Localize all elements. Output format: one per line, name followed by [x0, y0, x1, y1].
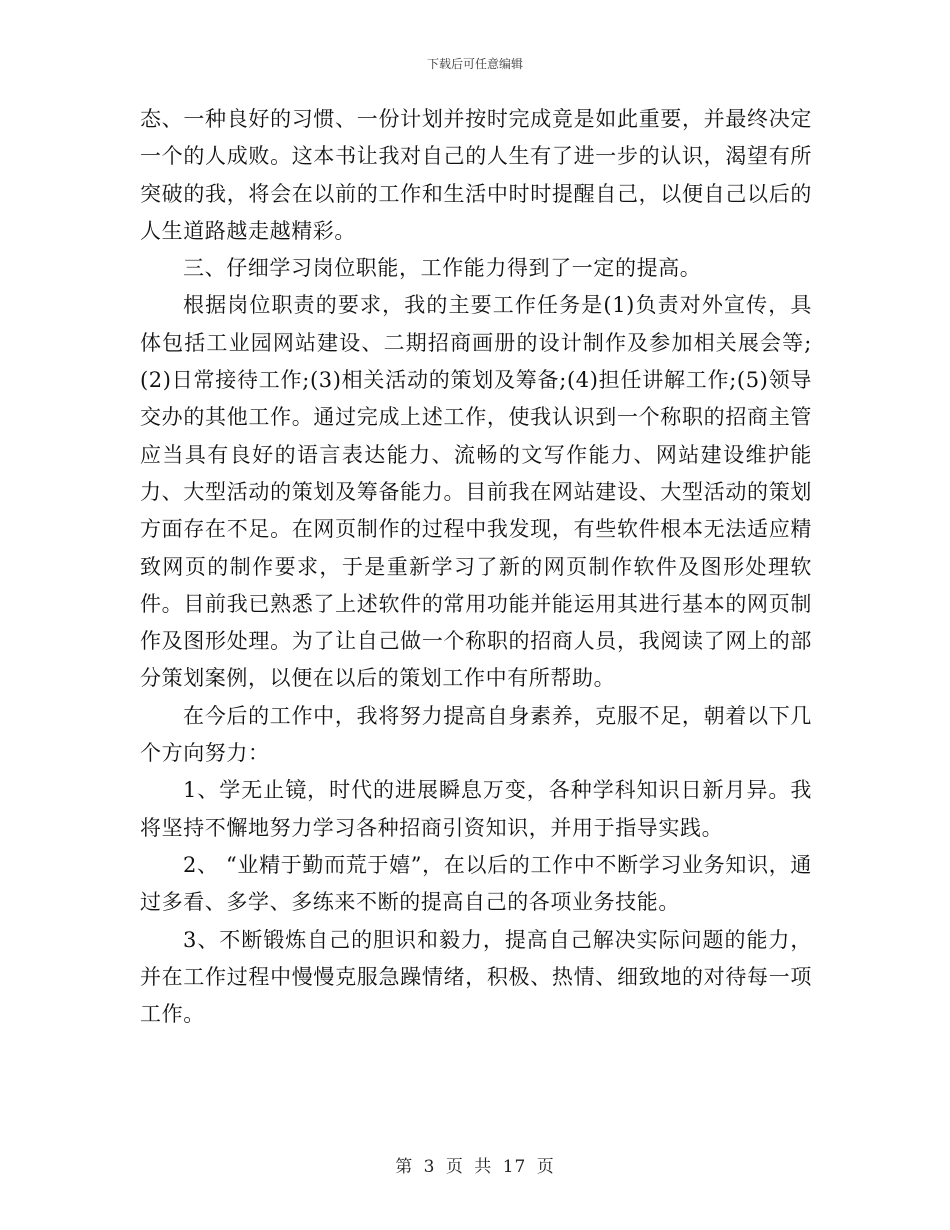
document-body — [140, 101, 812, 1033]
list-item-1: 1、学无止镜，时代的进展瞬息万变，各种学科知识日新月异。我将坚持不懈地努力学习各种招商引资知识，并用于指导实践。 — [140, 778, 812, 840]
paragraph-continuation: 态、一种良好的习惯、一份计划并按时完成竟是如此重要，并最终决定一个的人成败。这本书让我对自己的人生有了进一步的认识，渴望有所突破的我，将会在以前的工作和生活中时时提醒自己，以便自己以后的人生道路越走越精彩。 — [140, 107, 812, 243]
paragraph-job-duties: 根据岗位职责的要求，我的主要工作任务是(1)负责对外宣传，具体包括工业园网站建设、二期招商画册的设计制作及参加相关展会等;(2)日常接待工作;(3)相关活动的策划及筹备;(4)担任讲解工作;(5)领导交办的其他工作。通过完成上述工作，使我认识到一个称职的招商主管应当具有良好的语言表达能力、流畅的文写作能力、网站建设维护能力、大型活动的策划及筹备能力。目前我在网站建设、大型活动的策划方面存在不足。在网页制作的过程中我发现，有些软件根本无法适应精致网页的制作要求，于是重新学习了新的网页制作软件及图形处理软件。目前我已熟悉了上述软件的常用功能并能运用其进行基本的网页制作及图形处理。为了让自己做一个称职的招商人员，我阅读了网上的部分策划案例，以便在以后的策划工作中有所帮助。 — [140, 293, 812, 691]
page-number-footer: 第 3 页 共 17 页 — [395, 1157, 555, 1177]
list-item-3: 3、不断锻炼自己的胆识和毅力，提高自己解决实际问题的能力，并在工作过程中慢慢克服急躁情绪，积极、热情、细致地的对待每一项工作。 — [140, 927, 812, 1027]
list-item-2: 2、 “业精于勤而荒于嬉”，在以后的工作中不断学习业务知识，通过多看、多学、多练来不断的提高自己的各项业务技能。 — [140, 852, 812, 915]
page-header: 下载后可任意编辑 — [426, 57, 523, 71]
section-heading-three: 三、仔细学习岗位职能，工作能力得到了一定的提高。 — [183, 256, 702, 281]
paragraph-future-directions: 在今后的工作中，我将努力提高自身素养，克服不足，朝着以下几个方向努力： — [140, 703, 812, 766]
